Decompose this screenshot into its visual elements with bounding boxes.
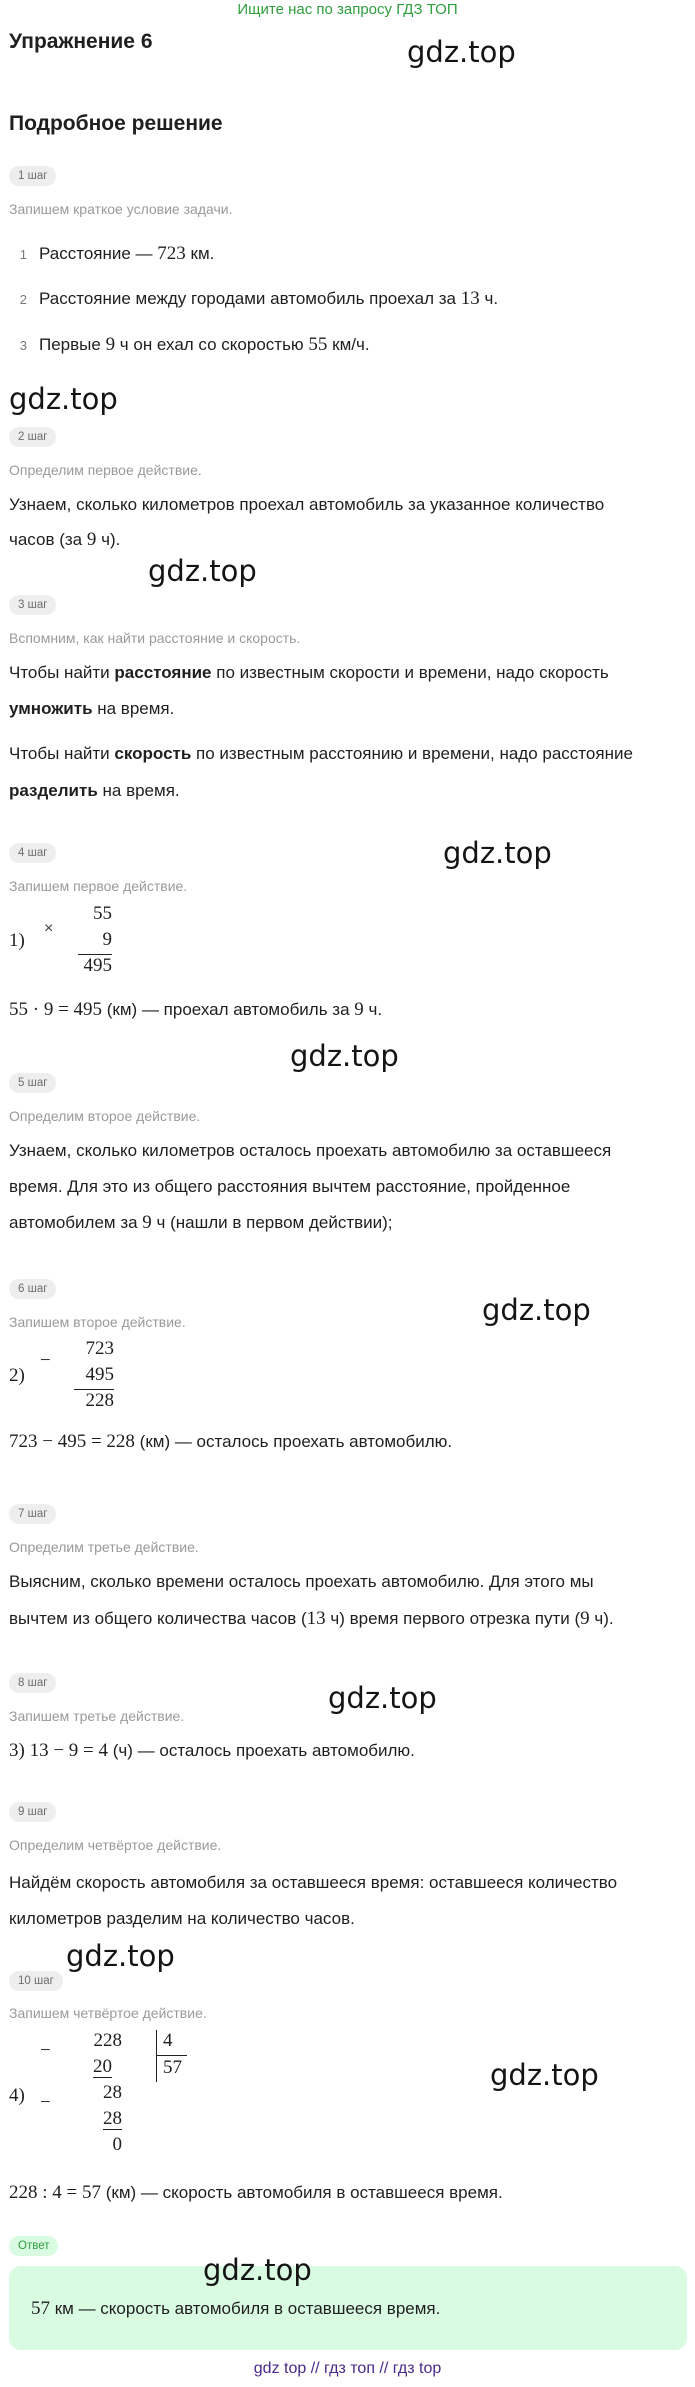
answer-text: 57 км — скорость автомобиля в оставшееся время. bbox=[31, 2298, 441, 2319]
step-hint: Запишем четвёртое действие. bbox=[9, 2005, 207, 2021]
column-result: 228 bbox=[85, 1390, 114, 1411]
step-equation: 723 − 495 = 228 (км) — осталось проехать автомобилю. bbox=[9, 1431, 453, 1452]
step-badge: 3 шаг bbox=[9, 595, 56, 615]
watermark: gdz.top bbox=[407, 35, 516, 69]
list-item: 3 Первые 9 ч он ехал со скоростью 55 км/ч. bbox=[19, 334, 370, 355]
step-hint: Определим первое действие. bbox=[9, 462, 202, 478]
step-text: вычтем из общего количества часов (13 ч) время первого отрезка пути (9 ч). bbox=[9, 1608, 614, 1629]
step-text: Выясним, сколько времени осталось проехать автомобилю. Для этого мы bbox=[9, 1572, 594, 1591]
multiply-sign: × bbox=[44, 920, 54, 937]
step-hint: Запишем второе действие. bbox=[9, 1314, 186, 1330]
step-badge: 8 шаг bbox=[9, 1673, 56, 1693]
remainder: 28 bbox=[103, 2082, 122, 2103]
column-mid: 9 bbox=[102, 929, 112, 950]
watermark: gdz.top bbox=[290, 1039, 399, 1073]
step-badge: 5 шаг bbox=[9, 1073, 56, 1093]
divisor: 4 bbox=[163, 2030, 173, 2051]
dividend: 228 bbox=[93, 2030, 122, 2051]
step-text: разделить на время. bbox=[9, 781, 180, 800]
step-text: Узнаем, сколько километров проехал автомобиль за указанное количество bbox=[9, 495, 605, 514]
step-text: Узнаем, сколько километров осталось проехать автомобилю за оставшееся bbox=[9, 1141, 612, 1160]
step-text: часов (за 9 ч). bbox=[9, 529, 121, 550]
step-text: Чтобы найти скорость по известным расстоянию и времени, надо расстояние bbox=[9, 744, 633, 763]
subtrahend: 20 bbox=[93, 2056, 112, 2077]
step-hint: Вспомним, как найти расстояние и скорость. bbox=[9, 630, 301, 646]
watermark: gdz.top bbox=[328, 1681, 437, 1715]
list-item: 1 Расстояние — 723 км. bbox=[19, 243, 215, 264]
step-text: время. Для это из общего расстояния вычтем расстояние, пройденное bbox=[9, 1177, 571, 1196]
step-badge: 4 шаг bbox=[9, 843, 56, 863]
watermark: gdz.top bbox=[482, 1293, 591, 1327]
step-text: умножить на время. bbox=[9, 699, 175, 718]
watermark: gdz.top bbox=[9, 382, 118, 416]
step-text: Найдём скорость автомобиля за оставшееся время: оставшееся количество bbox=[9, 1873, 618, 1892]
solution-heading: Подробное решение bbox=[9, 112, 223, 135]
step-badge: 6 шаг bbox=[9, 1279, 56, 1299]
watermark: gdz.top bbox=[66, 1939, 175, 1973]
watermark: gdz.top bbox=[148, 554, 257, 588]
footer-links[interactable]: gdz top // гдз топ // гдз top bbox=[253, 2360, 442, 2377]
action-label: 2) bbox=[9, 1365, 25, 1386]
subtrahend: 28 bbox=[103, 2108, 122, 2129]
step-hint: Определим четвёртое действие. bbox=[9, 1837, 222, 1853]
minus-sign: − bbox=[40, 1350, 51, 1371]
step-equation: 3) 13 − 9 = 4 (ч) — осталось проехать автомобилю. bbox=[9, 1740, 415, 1761]
minus-sign: − bbox=[40, 2040, 51, 2061]
step-equation: 228 : 4 = 57 (км) — скорость автомобиля в оставшееся время. bbox=[9, 2182, 503, 2203]
step-equation: 55 · 9 = 495 (км) — проехал автомобиль за 9 ч. bbox=[9, 999, 383, 1020]
step-text: километров разделим на количество часов. bbox=[9, 1909, 355, 1928]
column-top: 723 bbox=[85, 1338, 114, 1359]
watermark: gdz.top bbox=[490, 2058, 599, 2092]
step-hint: Определим второе действие. bbox=[9, 1108, 201, 1124]
minus-sign: − bbox=[40, 2092, 51, 2113]
step-hint: Определим третье действие. bbox=[9, 1539, 199, 1555]
page-title: Упражнение 6 bbox=[9, 30, 153, 53]
step-text: Чтобы найти расстояние по известным скорости и времени, надо скорость bbox=[9, 663, 609, 682]
step-badge: 1 шаг bbox=[9, 166, 56, 186]
step-text: автомобилем за 9 ч (нашли в первом действии); bbox=[9, 1212, 393, 1233]
remainder: 0 bbox=[112, 2134, 122, 2155]
step-badge: 10 шаг bbox=[9, 1971, 63, 1991]
watermark: gdz.top bbox=[203, 2253, 312, 2287]
step-hint: Запишем первое действие. bbox=[9, 878, 188, 894]
action-label: 1) bbox=[9, 930, 25, 951]
step-hint: Запишем краткое условие задачи. bbox=[9, 201, 233, 217]
quotient: 57 bbox=[163, 2057, 182, 2078]
answer-badge: Ответ bbox=[9, 2236, 58, 2256]
column-result: 495 bbox=[83, 955, 112, 976]
watermark: gdz.top bbox=[443, 836, 552, 870]
step-badge: 9 шаг bbox=[9, 1802, 56, 1822]
search-banner: Ищите нас по запросу ГДЗ ТОП bbox=[237, 1, 458, 18]
list-item: 2 Расстояние между городами автомобиль проехал за 13 ч. bbox=[19, 288, 499, 309]
step-hint: Запишем третье действие. bbox=[9, 1708, 185, 1724]
step-badge: 2 шаг bbox=[9, 427, 56, 447]
action-label: 4) bbox=[9, 2085, 25, 2106]
step-badge: 7 шаг bbox=[9, 1504, 56, 1524]
column-top: 55 bbox=[93, 903, 112, 924]
division-bar bbox=[156, 2030, 157, 2082]
column-mid: 495 bbox=[85, 1364, 114, 1385]
division-line bbox=[157, 2055, 187, 2056]
